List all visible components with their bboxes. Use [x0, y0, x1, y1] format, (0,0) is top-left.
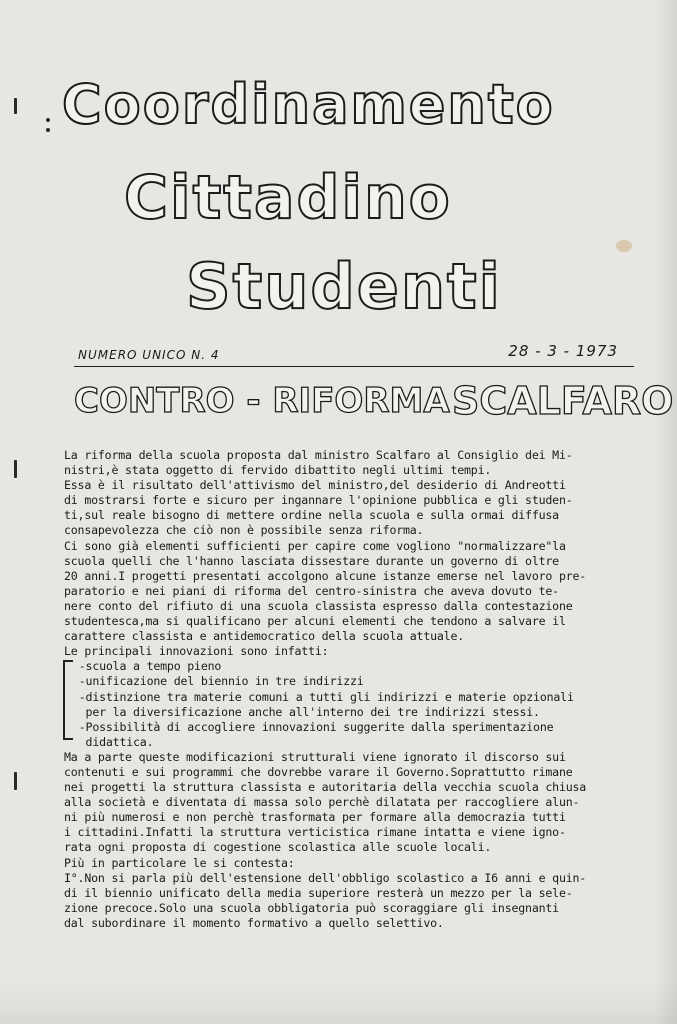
body-line: Più in particolare le si contesta: — [64, 855, 295, 870]
body-line: contenuti e sui programmi che dovrebbe varare il Governo.Soprattutto rimane — [64, 764, 573, 779]
body-line: alla società e diventata di massa solo perchè dilatata per raccogliere alun- — [64, 795, 580, 810]
body-line: nistri,è stata oggetto di fervido dibattito negli ultimi tempi. — [64, 463, 492, 478]
body-line: di mostrarsi forte e sicuro per ingannare l'opinione pubblica e gli studen- — [64, 493, 573, 508]
masthead-line-1: Coordinamento — [62, 73, 555, 136]
issue-date: 28 - 3 - 1973 — [508, 342, 618, 360]
body-line: Ci sono già elementi sufficienti per capire come vogliono "normalizzare"la — [64, 538, 566, 553]
body-line: consapevolezza che ciò non è possibile senza riforma. — [64, 523, 424, 538]
subtitle-left: CONTRO - RIFORMA — [74, 381, 450, 421]
issue-number: NUMERO UNICO N. 4 — [78, 348, 220, 362]
body-line: La riforma della scuola proposta dal ministro Scalfaro al Consiglio dei Mi- — [64, 448, 573, 462]
body-line: rata ogni proposta di cogestione scolastica alle scuole locali. — [64, 840, 492, 855]
body-line: I°.Non si parla più dell'estensione dell'obbligo scolastico a I6 anni e quin- — [64, 870, 587, 885]
page-bottom-shade — [0, 984, 677, 1024]
masthead-line-2: Cittadino — [124, 163, 452, 233]
list-item: -scuola a tempo pieno — [72, 659, 222, 674]
body-line: scuola quelli che l'hanno lasciata dissestare durante un governo di oltre — [64, 553, 559, 568]
punch-mark — [14, 772, 17, 790]
body-line: Ma a parte queste modificazioni strutturali viene ignorato il discorso sui — [64, 749, 566, 764]
body-line: Essa è il risultato dell'attivismo del ministro,del desiderio di Andreotti — [64, 478, 566, 493]
body-line: carattere classista e antidemocratico della scuola attuale. — [64, 629, 465, 644]
issue-header — [74, 340, 634, 367]
body-line: zione precoce.Solo una scuola obbligatoria può scoraggiare gli insegnanti — [64, 900, 559, 915]
article-body — [64, 448, 660, 931]
body-line: Le principali innovazioni sono infatti: — [64, 644, 329, 659]
ink-dot — [46, 118, 50, 122]
body-line: di il biennio unificato della media superiore resterà un mezzo per la sele- — [64, 885, 573, 900]
body-line: ni più numerosi e non perchè trasformata per formare alla democrazia tutti — [64, 810, 566, 825]
body-line: 20 anni.I progetti presentati accolgono alcune istanze emerse nel lavoro pre- — [64, 568, 587, 583]
list-item: -distinzione tra materie comuni a tutti gli indirizzi e materie opzionali — [72, 689, 574, 704]
paper-stain — [616, 240, 632, 252]
list-item: per la diversificazione anche all'interno dei tre indirizzi stessi. — [72, 704, 540, 719]
punch-mark — [14, 460, 17, 478]
body-line: nei progetti la struttura classista e autoritaria della vecchia scuola chiusa — [64, 780, 587, 795]
ink-dot — [46, 128, 50, 132]
body-line: ti,sul reale bisogno di mettere ordine nella scuola e sulla ormai diffusa — [64, 508, 559, 523]
body-line: paratorio e nei piani di riforma del centro-sinistra che aveva dovuto te- — [64, 583, 559, 598]
body-line: dal subordinare il momento formativo a quello selettivo. — [64, 915, 444, 930]
subtitle-right: SCALFARO — [452, 379, 674, 423]
list-item: -Possibilità di accogliere innovazioni suggerite dalla sperimentazione — [72, 719, 554, 734]
masthead-line-3: Studenti — [186, 250, 502, 323]
punch-mark — [14, 98, 17, 114]
body-line: i cittadini.Infatti la struttura verticistica rimane intatta e viene igno- — [64, 825, 566, 840]
body-line: studentesca,ma si qualificano per alcuni elementi che tendono a salvare il — [64, 614, 566, 629]
body-line: nere conto del rifiuto di una scuola classista espresso dalla contestazione — [64, 598, 573, 613]
list-item: -unificazione del biennio in tre indirizzi — [72, 674, 364, 689]
list-item: didattica. — [72, 734, 154, 749]
